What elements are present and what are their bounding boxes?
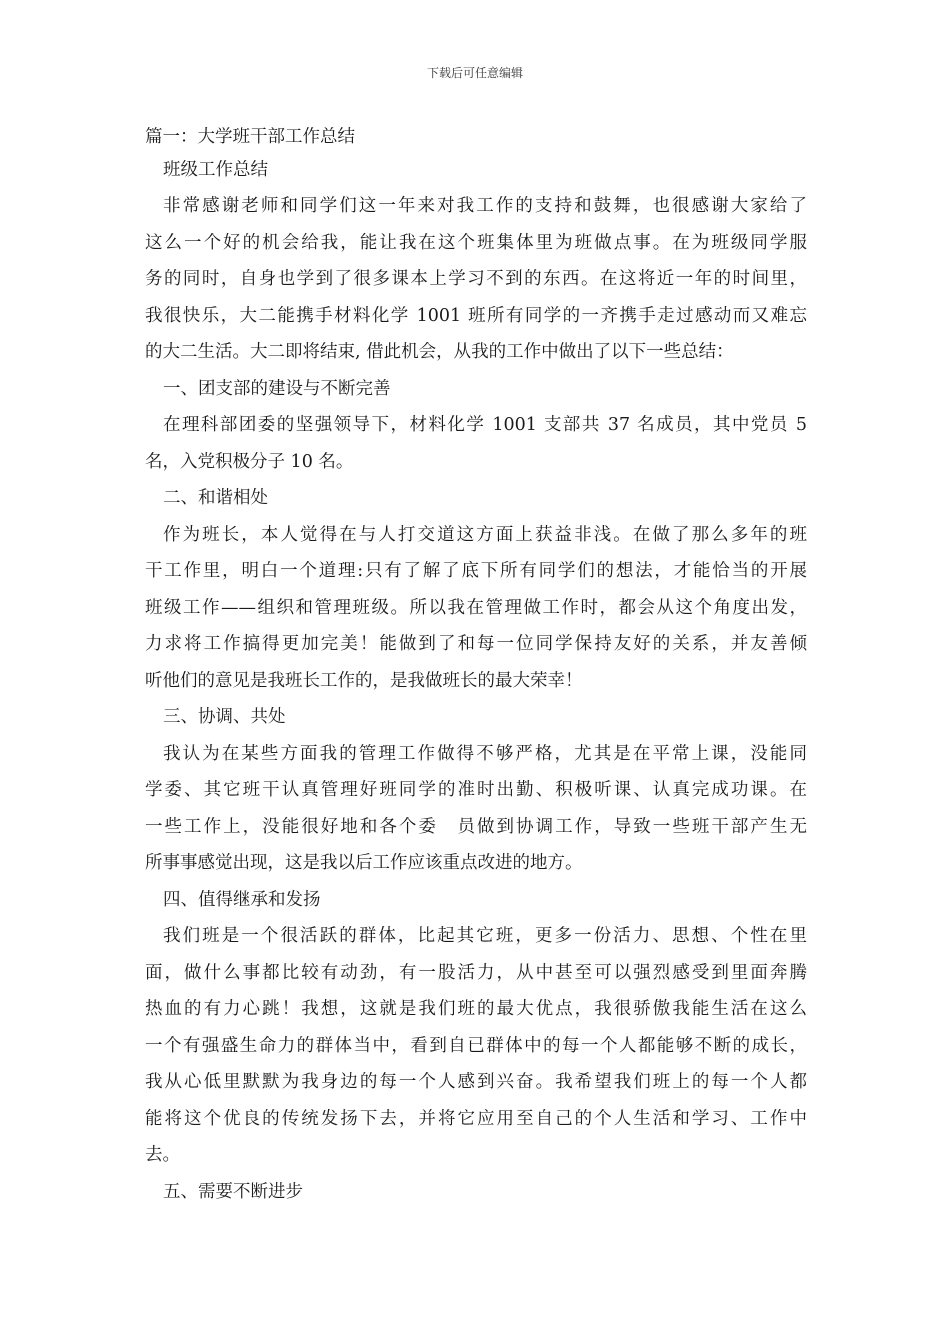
text-line: 在理科部团委的坚强领导下，材料化学 1001 支部共 37 名成员，其中党员 5 xyxy=(163,415,807,435)
text-line: 能将这个优良的传统发扬下去，并将它应用至自己的个人生活和学习、工作中 xyxy=(145,1108,807,1129)
text-line: 名，入党积极分子 10 名。 xyxy=(145,451,354,472)
page-header: 下载后可任意编辑 xyxy=(426,66,523,80)
text-line: 学委、其它班干认真管理好班同学的准时出勤、积极听课、认真完成功课。在 xyxy=(145,780,807,800)
text-line: 一些工作上，没能很好地和各个委 员做到协调工作，导致一些班干部产生无 xyxy=(145,816,807,837)
text-line: 务的同时，自身也学到了很多课本上学习不到的东西。在这将近一年的时间里， xyxy=(145,269,807,289)
text-line: 一个有强盛生命力的群体当中，看到自已群体中的每一个人都能够不断的成长， xyxy=(145,1035,807,1056)
document-subtitle: 班级工作总结 xyxy=(163,160,268,180)
text-line: 听他们的意见是我班长工作的，是我做班长的最大荣幸！ xyxy=(145,670,583,691)
text-line: 去。 xyxy=(145,1145,180,1165)
text-line: 作为班长，本人觉得在与人打交道这方面上获益非浅。在做了那么多年的班 xyxy=(163,524,807,545)
text-line: 我很快乐，大二能携手材料化学 1001 班所有同学的一齐携手走过感动而又难忘 xyxy=(145,305,807,326)
text-line: 四、值得继承和发扬 xyxy=(163,889,321,910)
text-line: 这么一个好的机会给我，能让我在这个班集体里为班做点事。在为班级同学服 xyxy=(145,232,807,253)
text-line: 我从心低里默默为我身边的每一个人感到兴奋。我希望我们班上的每一个人都 xyxy=(145,1072,807,1092)
document-title: 篇一：大学班干部工作总结 xyxy=(145,127,355,147)
text-line: 我认为在某些方面我的管理工作做得不够严格，尤其是在平常上课，没能同 xyxy=(163,743,807,764)
text-line: 班级工作——组织和管理班级。所以我在管理做工作时，都会从这个角度出发， xyxy=(145,597,807,618)
text-line: 五、需要不断进步 xyxy=(163,1181,303,1202)
text-line: 的大二生活。大二即将结束, 借此机会，从我的工作中做出了以下一些总结： xyxy=(145,342,734,362)
paragraph-lines xyxy=(145,188,807,1210)
text-line: 所事事感觉出现，这是我以后工作应该重点改进的地方。 xyxy=(145,853,583,873)
text-line: 二、和谐相处 xyxy=(163,488,268,508)
text-line: 热血的有力心跳！我想，这就是我们班的最大优点，我很骄傲我能生活在这么 xyxy=(145,999,807,1019)
text-line: 干工作里，明白一个道理:只有了解了底下所有同学们的想法，才能恰当的开展 xyxy=(145,561,807,581)
text-line: 非常感谢老师和同学们这一年来对我工作的支持和鼓舞，也很感谢大家给了 xyxy=(163,196,807,216)
text-line: 一、团支部的建设与不断完善 xyxy=(163,378,391,399)
text-line: 我们班是一个很活跃的群体，比起其它班，更多一份活力、思想、个性在里 xyxy=(163,926,807,946)
text-line: 三、协调、共处 xyxy=(163,707,286,727)
document-body xyxy=(145,122,807,1210)
text-line: 面，做什么事都比较有动劲，有一股活力，从中甚至可以强烈感受到里面奔腾 xyxy=(145,962,807,983)
text-line: 力求将工作搞得更加完美！能做到了和每一位同学保持友好的关系，并友善倾 xyxy=(145,634,807,654)
